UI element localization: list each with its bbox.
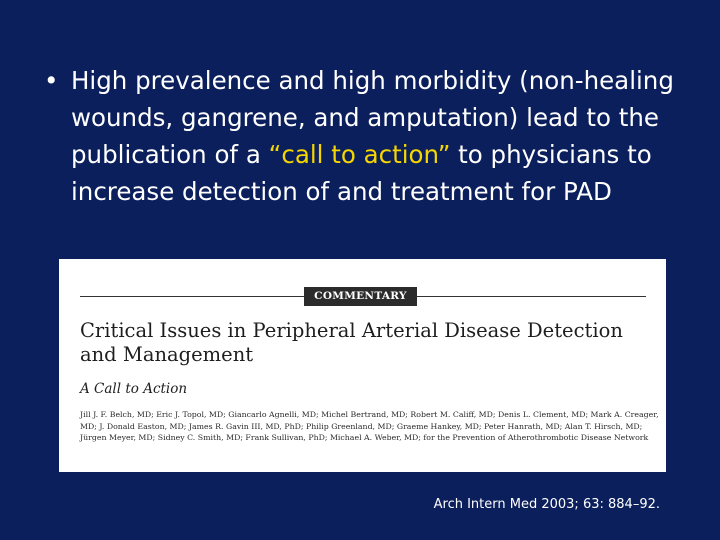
- bullet-text-end: to physicians to increase detection of and treatment for PAD: [71, 140, 652, 206]
- article-screenshot: [59, 259, 666, 472]
- bullet-marker: •: [44, 66, 59, 95]
- citation: Arch Intern Med 2003; 63: 884–92.: [433, 497, 660, 512]
- article-authors: Jill J. F. Belch, MD; Eric J. Topol, MD; Giancarlo Agnelli, MD; Michel Bertrand, MD; Robert M. Califf, MD; Denis L. Clement, MD; Mark A. Creager, MD; J. Donald Easton, MD; James R. Gavin III, MD, PhD; Philip Greenland, MD; Graeme Hankey, MD; Peter Hanrath, MD; Alan T. Hirsch, MD; Jürgen Meyer, MD; Sidney C. Smith, MD; Frank Sullivan, PhD; Michael A. Weber, MD; for the Prevention of Atherothrombotic Disease Network: [80, 410, 659, 442]
- bullet-text: [71, 62, 694, 210]
- commentary-label: COMMENTARY: [304, 287, 417, 306]
- bullet-point: [44, 62, 694, 210]
- bullet-text-start: High prevalence and high morbidity (non-healing wounds, gangrene, and amputation) lead to the publication of a: [71, 66, 674, 169]
- article-title: Critical Issues in Peripheral Arterial Disease Detection and Management: [80, 319, 623, 366]
- article-subtitle: A Call to Action: [80, 381, 188, 397]
- call-to-action-highlight: “call to action”: [268, 140, 451, 169]
